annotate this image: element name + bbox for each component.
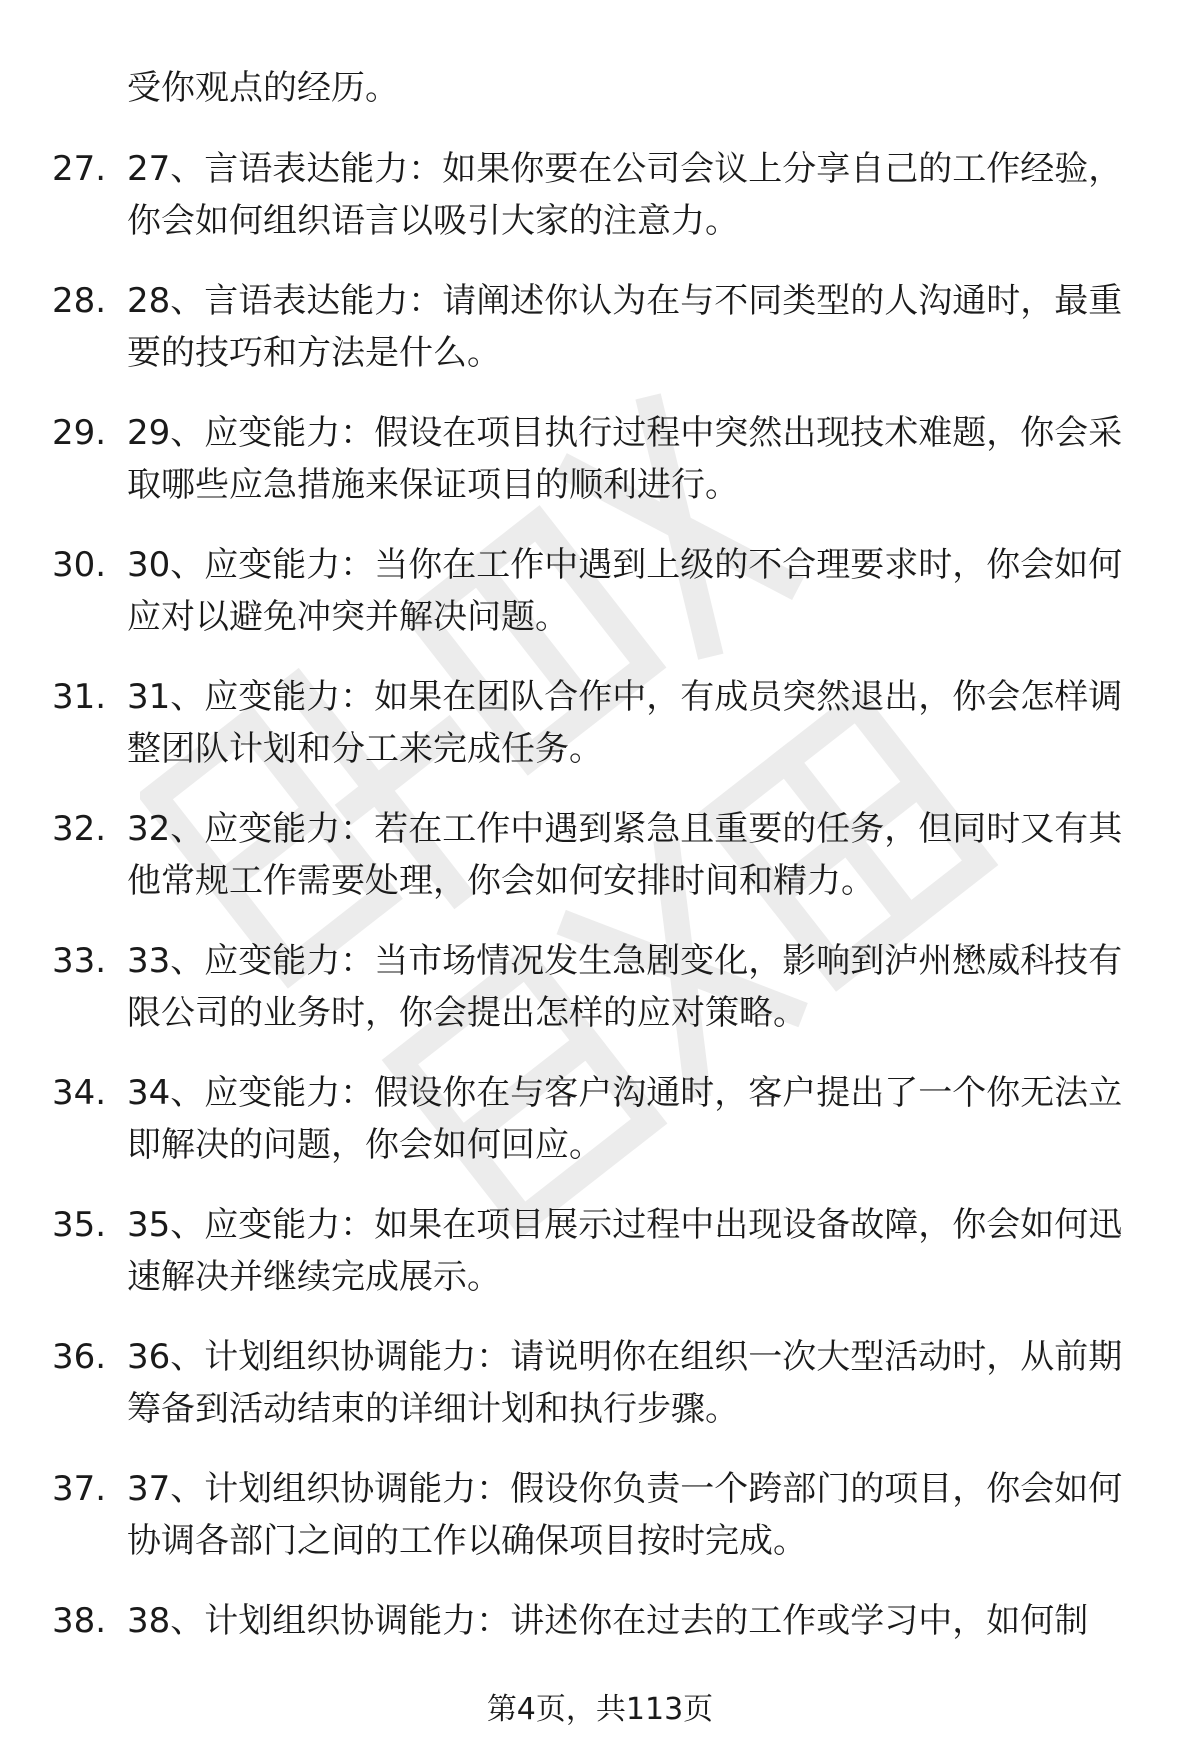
question-text: 29、应变能力：假设在项目执行过程中突然出现技术难题，你会采取哪些应急措施来保证项目的顺利进行。 xyxy=(127,413,1123,505)
question-text: 37、计划组织协调能力：假设你负责一个跨部门的项目，你会如何协调各部门之间的工作以确保项目按时完成。 xyxy=(127,1469,1123,1561)
question-text: 30、应变能力：当你在工作中遇到上级的不合理要求时，你会如何应对以避免冲突并解决问题。 xyxy=(127,545,1123,637)
question-number: 38. xyxy=(52,1601,107,1641)
question-number: 31. xyxy=(52,677,107,717)
question-text: 38、计划组织协调能力：讲述你在过去的工作或学习中，如何制 xyxy=(127,1601,1089,1641)
question-item xyxy=(0,1463,1200,1595)
question-number: 33. xyxy=(52,941,107,981)
question-text: 31、应变能力：如果在团队合作中，有成员突然退出，你会怎样调整团队计划和分工来完成任务。 xyxy=(127,677,1123,769)
question-item xyxy=(0,671,1200,803)
question-item xyxy=(0,803,1200,935)
page-footer: 第4页，共113页 xyxy=(486,1692,714,1727)
question-item xyxy=(0,539,1200,671)
question-item xyxy=(0,1331,1200,1463)
question-text: 36、计划组织协调能力：请说明你在组织一次大型活动时，从前期筹备到活动结束的详细计划和执行步骤。 xyxy=(127,1337,1123,1429)
question-list xyxy=(0,143,1200,1727)
question-item xyxy=(0,407,1200,539)
question-text: 28、言语表达能力：请阐述你认为在与不同类型的人沟通时，最重要的技巧和方法是什么。 xyxy=(127,281,1123,373)
question-text: 35、应变能力：如果在项目展示过程中出现设备故障，你会如何迅速解决并继续完成展示。 xyxy=(127,1205,1123,1297)
question-number: 35. xyxy=(52,1205,107,1245)
continuation-line: 受你观点的经历。 xyxy=(127,68,399,108)
question-number: 34. xyxy=(52,1073,107,1113)
question-item xyxy=(0,275,1200,407)
question-item xyxy=(0,1067,1200,1199)
question-item xyxy=(0,935,1200,1067)
question-number: 32. xyxy=(52,809,107,849)
question-number: 37. xyxy=(52,1469,107,1509)
question-number: 36. xyxy=(52,1337,107,1377)
question-number: 30. xyxy=(52,545,107,585)
question-number: 29. xyxy=(52,413,107,453)
question-text: 32、应变能力：若在工作中遇到紧急且重要的任务，但同时又有其他常规工作需要处理，你会如何安排时间和精力。 xyxy=(127,809,1123,901)
question-text: 27、言语表达能力：如果你要在公司会议上分享自己的工作经验，你会如何组织语言以吸引大家的注意力。 xyxy=(127,149,1123,241)
question-number: 27. xyxy=(52,149,107,189)
question-item xyxy=(0,1199,1200,1331)
question-item xyxy=(0,143,1200,275)
question-text: 34、应变能力：假设你在与客户沟通时，客户提出了一个你无法立即解决的问题，你会如何回应。 xyxy=(127,1073,1123,1165)
question-text: 33、应变能力：当市场情况发生急剧变化，影响到泸州懋威科技有限公司的业务时，你会提出怎样的应对策略。 xyxy=(127,941,1123,1033)
question-number: 28. xyxy=(52,281,107,321)
